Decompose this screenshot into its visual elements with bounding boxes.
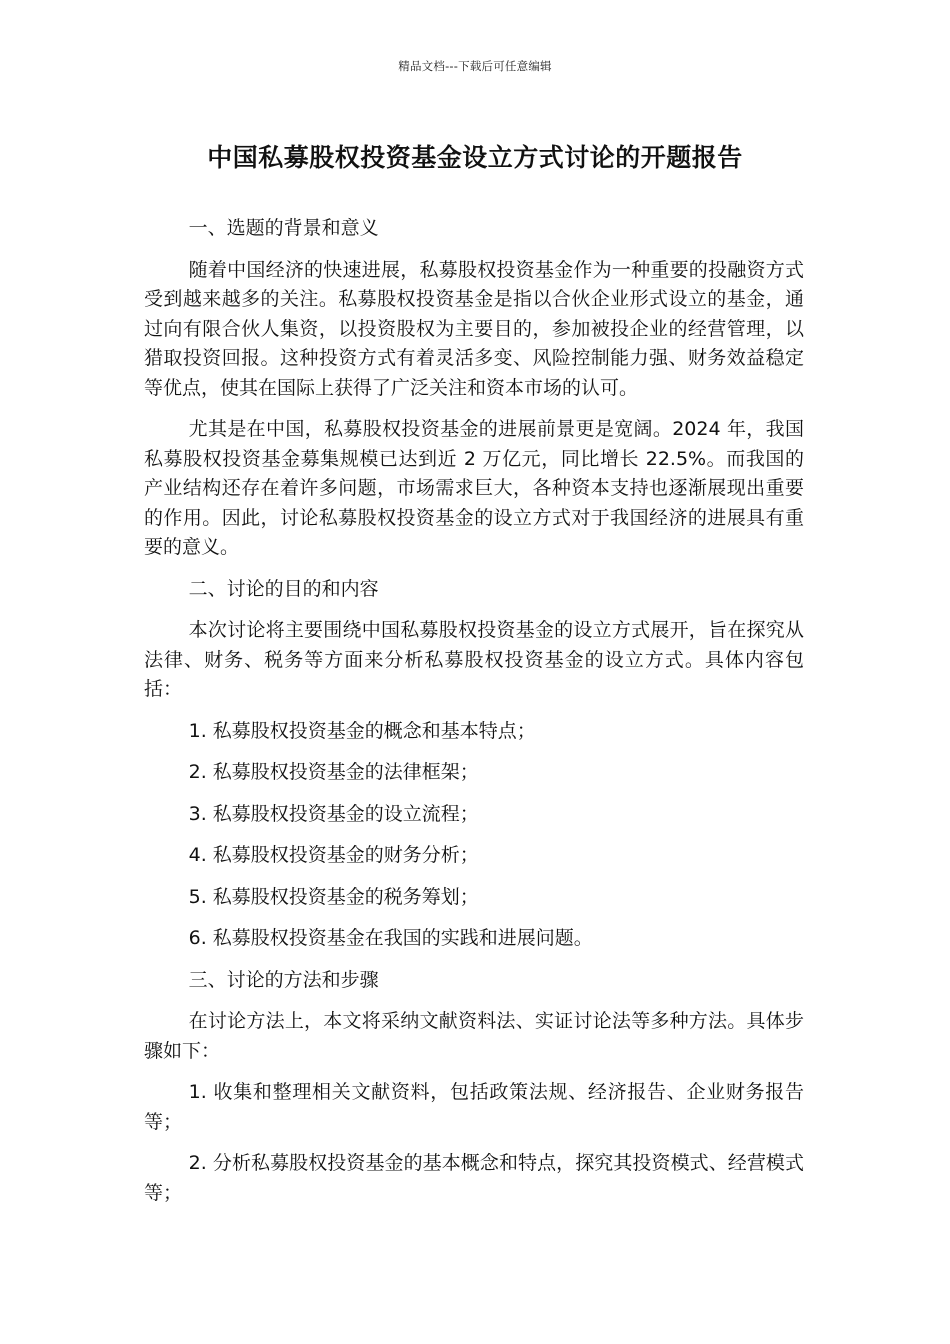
header-note: 精品文档---下载后可任意编辑 xyxy=(398,59,552,73)
list-item: 4. 私募股权投资基金的财务分析； xyxy=(188,844,479,866)
list-item: 5. 私募股权投资基金的税务筹划； xyxy=(188,885,479,908)
section-heading-purpose: 二、讨论的目的和内容 xyxy=(188,577,379,600)
paragraph: 随着中国经济的快速进展，私募股权投资基金作为一种重要的投融资方式受到越来越多的关注。私募股权投资基金是指以合伙企业形式设立的基金，通过向有限合伙人集资，以投资股权为主要目的，参加被投企业的经营管理，以猎取投资回报。这种投资方式有着灵活多变、风险控制能力强、财务效益稳定等优点，使其在国际上获得了广泛关注和资本市场的认可。 xyxy=(144,258,804,399)
list-item: 2. 分析私募股权投资基金的基本概念和特点，探究其投资模式、经营模式等； xyxy=(144,1152,804,1204)
list-item: 1. 收集和整理相关文献资料，包括政策法规、经济报告、企业财务报告等； xyxy=(144,1081,804,1133)
list-item: 3. 私募股权投资基金的设立流程； xyxy=(188,802,479,825)
list-item: 1. 私募股权投资基金的概念和基本特点； xyxy=(188,719,536,742)
document-title: 中国私募股权投资基金设立方式讨论的开题报告 xyxy=(207,143,743,172)
document-body xyxy=(144,214,804,1220)
paragraph: 尤其是在中国，私募股权投资基金的进展前景更是宽阔。2024 年，我国私募股权投资基金募集规模已达到近 2 万亿元，同比增长 22.5%。而我国的产业结构还存在着许多问题，市场需求巨大，各种资本支持也逐渐展现出重要的作用。因此，讨论私募股权投资基金的设立方式对于我国经济的进展具有重要的意义。 xyxy=(144,418,804,558)
list-item: 2. 私募股权投资基金的法律框架； xyxy=(188,761,479,783)
paragraph: 在讨论方法上，本文将采纳文献资料法、实证讨论法等多种方法。具体步骤如下： xyxy=(144,1010,804,1062)
section-heading-background: 一、选题的背景和意义 xyxy=(188,217,379,239)
list-item: 6. 私募股权投资基金在我国的实践和进展问题。 xyxy=(188,927,593,949)
paragraph: 本次讨论将主要围绕中国私募股权投资基金的设立方式展开，旨在探究从法律、财务、税务等方面来分析私募股权投资基金的设立方式。具体内容包括： xyxy=(144,619,804,700)
section-heading-methods: 三、讨论的方法和步骤 xyxy=(188,968,379,991)
